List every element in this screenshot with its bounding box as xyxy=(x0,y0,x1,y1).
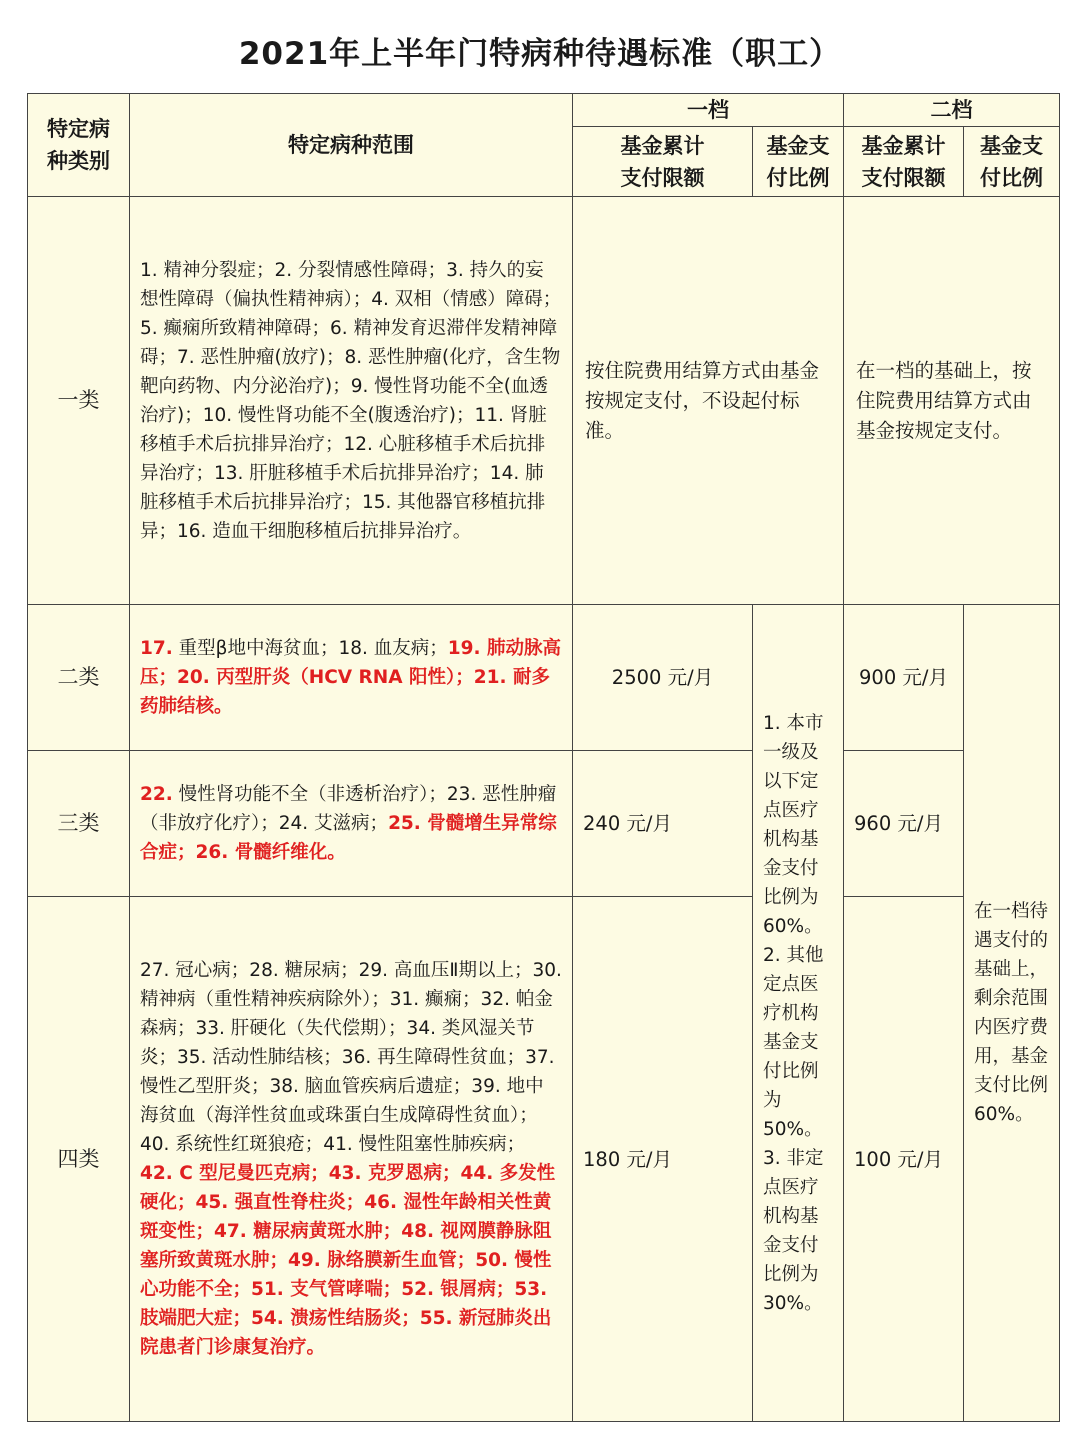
tier1-note: 按住院费用结算方式由基金按规定支付，不设起付标准。 xyxy=(573,197,844,605)
header-tier2: 二档 xyxy=(844,94,1060,127)
header-tier1-fund-limit: 基金累计 支付限额 xyxy=(573,127,753,197)
header-tier1: 一档 xyxy=(573,94,844,127)
tier2-fund-ratio: 在一档待遇支付的基础上，剩余范围内医疗费用，基金支付比例60%。 xyxy=(964,605,1060,1422)
category-cell: 四类 xyxy=(28,897,130,1422)
category-cell: 一类 xyxy=(28,197,130,605)
tier1-fund-limit: 240 元/月 xyxy=(573,751,753,897)
header-category: 特定病种类别 xyxy=(28,94,130,197)
tier2-fund-limit: 100 元/月 xyxy=(844,897,964,1422)
scope-cell: 17. 重型β地中海贫血；18. 血友病；19. 肺动脉高压；20. 丙型肝炎（HCV RNA 阳性）；21. 耐多药肺结核。 xyxy=(130,605,573,751)
header-tier1-fund-ratio: 基金支 付比例 xyxy=(753,127,844,197)
header-scope: 特定病种范围 xyxy=(130,94,573,197)
tier1-fund-limit: 180 元/月 xyxy=(573,897,753,1422)
header-tier2-fund-ratio: 基金支 付比例 xyxy=(964,127,1060,197)
scope-cell: 27. 冠心病；28. 糖尿病；29. 高血压Ⅱ期以上；30. 精神病（重性精神疾病除外）；31. 癫痫；32. 帕金森病；33. 肝硬化（失代偿期）；34. 类风湿关节炎；35. 活动性肺结核；36. 再生障碍性贫血；37. 慢性乙型肝炎；38. 脑血管疾病后遗症；39. 地中海贫血（海洋性贫血或珠蛋白生成障碍性贫血）；40. 系统性红斑狼疮；41. 慢性阻塞性肺疾病； 42. C 型尼曼匹克病；43. 克罗恩病；44. 多发性硬化；45. 强直性脊柱炎；46. 湿性年龄相关性黄斑变性；47. 糖尿病黄斑水肿；48. 视网膜静脉阻塞所致黄斑水肿；49. 脉络膜新生血管；50. 慢性心功能不全；51. 支气管哮喘；52. 银屑病；53. 肢端肥大症；54. 溃疡性结肠炎；55. 新冠肺炎出院患者门诊康复治疗。 xyxy=(130,897,573,1422)
category-cell: 三类 xyxy=(28,751,130,897)
tier2-note: 在一档的基础上，按住院费用结算方式由基金按规定支付。 xyxy=(844,197,1060,605)
category-cell: 二类 xyxy=(28,605,130,751)
tier1-fund-limit: 2500 元/月 xyxy=(573,605,753,751)
page-title: 2021年上半年门特病种待遇标准（职工） xyxy=(238,36,842,72)
benefit-table xyxy=(27,93,1060,1422)
header-tier2-fund-limit: 基金累计 支付限额 xyxy=(844,127,964,197)
tier2-fund-limit: 960 元/月 xyxy=(844,751,964,897)
scope-cell: 1. 精神分裂症；2. 分裂情感性障碍；3. 持久的妄想性障碍（偏执性精神病）；4. 双相（情感）障碍；5. 癫痫所致精神障碍；6. 精神发育迟滞伴发精神障碍；7. 恶性肿瘤(放疗)；8. 恶性肿瘤(化疗，含生物靶向药物、内分泌治疗)；9. 慢性肾功能不全(血透治疗)；10. 慢性肾功能不全(腹透治疗)；11. 肾脏移植手术后抗排异治疗；12. 心脏移植手术后抗排异治疗；13. 肝脏移植手术后抗排异治疗；14. 肺脏移植手术后抗排异治疗；15. 其他器官移植抗排异；16. 造血干细胞移植后抗排异治疗。 xyxy=(130,197,573,605)
tier2-fund-limit: 900 元/月 xyxy=(844,605,964,751)
tier1-fund-ratio: 1. 本市一级及以下定点医疗机构基金支付比例为60%。2. 其他定点医疗机构基金支付比例为50%。3. 非定点医疗机构基金支付比例为30%。 xyxy=(753,605,844,1422)
scope-cell: 22. 慢性肾功能不全（非透析治疗）；23. 恶性肿瘤（非放疗化疗）；24. 艾滋病；25. 骨髓增生异常综合症；26. 骨髓纤维化。 xyxy=(130,751,573,897)
